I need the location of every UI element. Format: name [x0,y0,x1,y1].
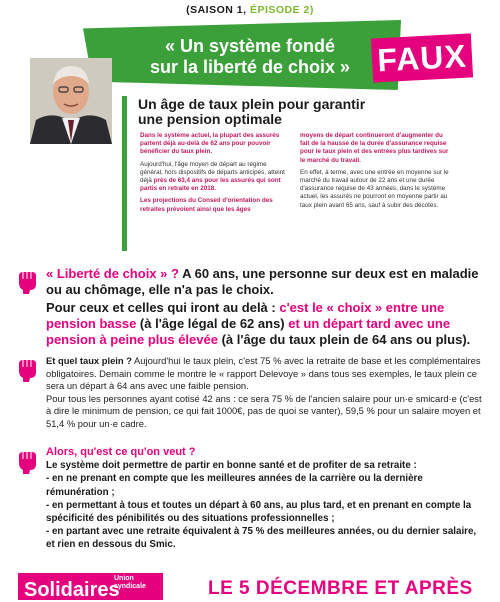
quote-line-2: sur la liberté de choix » [149,57,351,77]
fist-icon [16,270,38,294]
section-taux-plein: Et quel taux plein ? Aujourd'hui le taux plein, c'est 75 % avec la retraite de base et les complémentaires obligatoires. Demain comme le montre le « rapport Delevoye » dans tous ses exemples, le taux plein ce sera un départ à 64 ans avec une faible pension. Pour tous les personnes ayant cotisé 42 ans : ce sera 75 % de l'ancien salaire pour un·e smicard·e (c'est à dire le minimum de pension, ce qui fait 1000€, pas de quoi se vanter), 59,5 % pour un salaire moyen et 51,4 % pour un·e cadre. [46,355,482,429]
verdict-stamp: FAUX [371,33,473,82]
fist-icon [16,358,38,382]
mobilization-date: LE 5 DÉCEMBRE ET APRÈS [208,578,473,599]
fist-icon [16,450,38,474]
inset-paragraph: Aujourd'hui, l'âge moyen de départ au régime général, hors dispositifs de départs anticipés, atteint déjà près de 63,4 ans pour les assurés qui sont partis en retraite en 2018. [140,160,285,193]
list-item: - en ne prenant en compte que les meilleures années de la carrière ou la dernière rémunération ; [46,473,423,498]
section-revendications: Alors, qu'est ce qu'on veut ? Le système doit permettre de partir en bonne santé et de profiter de sa retraite : - en ne prenant en compte que les meilleures années de la carrière ou la dernière rémunération ; - en permettant à tous et toutes un départ à 60 ans, au plus tard, et en prenant en compte la spécificité des pénibilités ou des situations professionnelles ; - en partant avec une retraite équivalent à 75 % des meilleures années, ou du dernier salaire, et rien en dessous du Smic. [46,446,486,552]
inset-paragraph: moyens de départ continueront d'augmenter du fait de la hausse de la durée d'assurance requise pour le taux plein et des entrées plus tardives sur le marché du travail. [300,132,449,164]
solidaires-logo: Solidaires Union syndicale [18,573,163,600]
section-liberte-de-choix: « Liberté de choix » ? A 60 ans, une personne sur deux est en maladie ou au chômage, elle n'a pas le choix. Pour ceux et celles qui iront au delà : c'est le « choix » entre une pension basse (à l'âge légal de 62 ans) et un départ tard avec une pension à peine plus élevée (à l'âge du taux plein de 64 ans ou plus). [46,266,479,347]
speaker-portrait [30,58,112,144]
quote-banner-text [100,36,400,78]
inset-box [132,97,457,247]
inset-paragraph: En effet, à terme, avec une entrée en moyenne sur le marché du travail autour de 22 ans et une durée d'assurance requise de 43 années, dans le système actuel, les assurés ne pourront en moyenne partir au taux plein avant 65 ans, sauf à subir des décotes. [300,168,449,209]
list-item: - en partant avec une retraite équivalent à 75 % des meilleures années, ou du dernier salaire, et rien en dessous du Smic. [46,526,477,551]
inset-paragraph: Dans le système actuel, la plupart des assurés partent déjà au-delà de 62 ans pour pouvoir bénéficier du taux plein. [140,132,280,156]
inset-left-column [140,132,290,218]
inset-right-column [300,132,450,218]
inset-paragraph: Les projections du Conseil d'orientation des retraites prévoient ainsi que les âges [140,197,273,213]
quote-line-1: « Un système fondé [164,36,336,56]
inset-title: Un âge de taux plein pour garantir une pension optimale [138,96,366,127]
inset-accent-bar [122,96,127,251]
list-item: - en permettant à tous et toutes un départ à 60 ans, au plus tard, et en prenant en compte la spécificité des pénibilités ou des situations professionnelles ; [46,499,472,525]
episode-label: (SAISON 1, ÉPISODE 2) [186,4,314,16]
